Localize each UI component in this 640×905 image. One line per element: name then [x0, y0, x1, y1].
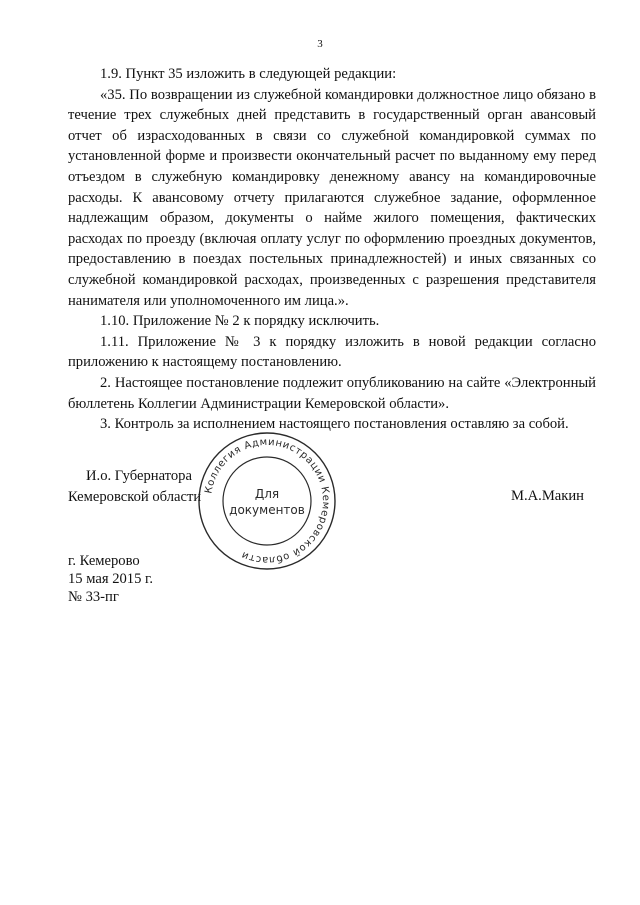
stamp-center-line-2: документов: [229, 503, 305, 517]
page-number: 3: [317, 38, 323, 50]
document-number: № 33-пг: [68, 589, 119, 605]
paragraph-2: 2. Настоящее постановление подлежит опубликованию на сайте «Электронный бюллетень Коллегии Администрации Кемеровской области».: [68, 374, 596, 412]
paragraph-1-11: 1.11. Приложение № 3 к порядку изложить в новой редакции согласно приложению к настоящему постановлению.: [68, 333, 596, 371]
signatory-title: [68, 466, 201, 507]
stamp-outer-ring: [199, 433, 335, 569]
stamp-center-line-1: Для: [254, 487, 280, 501]
signatory-title-line-2: Кемеровской области: [68, 488, 202, 505]
document-city: г. Кемерово: [68, 553, 140, 569]
paragraph-1-10: 1.10. Приложение № 2 к порядку исключить.: [100, 313, 380, 330]
document-date: 15 мая 2015 г.: [68, 571, 154, 587]
paragraph-item-35: «35. По возвращении из служебной командировки должностное лицо обязано в течение трех служебных дней представить в государственный орган авансовый отчет об израсходованных в связи со служебной командировкой суммах по установленной форме и произвести окончательный расчет по выданному ему перед отъездом в служебную командировку денежному авансу на командировочные расходы. К авансовому отчету прилагаются служебное задание, оформленное надлежащим образом, документы о найме жилого помещения, фактических расходах по проезду (включая оплату услуг по оформлению проездных документов, предоставлению в поездах постельных принадлежностей) и иных связанных со служебной командировкой расходах, произведенных с разрешения представителя нанимателя или уполномоченного им лица.».: [68, 86, 596, 309]
paragraph-1-9: 1.9. Пункт 35 изложить в следующей редакции:: [100, 66, 397, 82]
stamp-ring-text: Коллегия Администрации Кемеровской области: [203, 436, 332, 566]
signatory-name: М.А.Макин: [511, 488, 584, 504]
signatory-title-line-1: И.о. Губернатора: [86, 468, 192, 484]
official-stamp: [196, 430, 338, 572]
document-footer: [68, 552, 153, 606]
stamp-inner-ring: [223, 457, 311, 545]
paragraph-3: 3. Контроль за исполнением настоящего постановления оставляю за собой.: [100, 416, 569, 433]
resolution-body: [68, 64, 596, 435]
